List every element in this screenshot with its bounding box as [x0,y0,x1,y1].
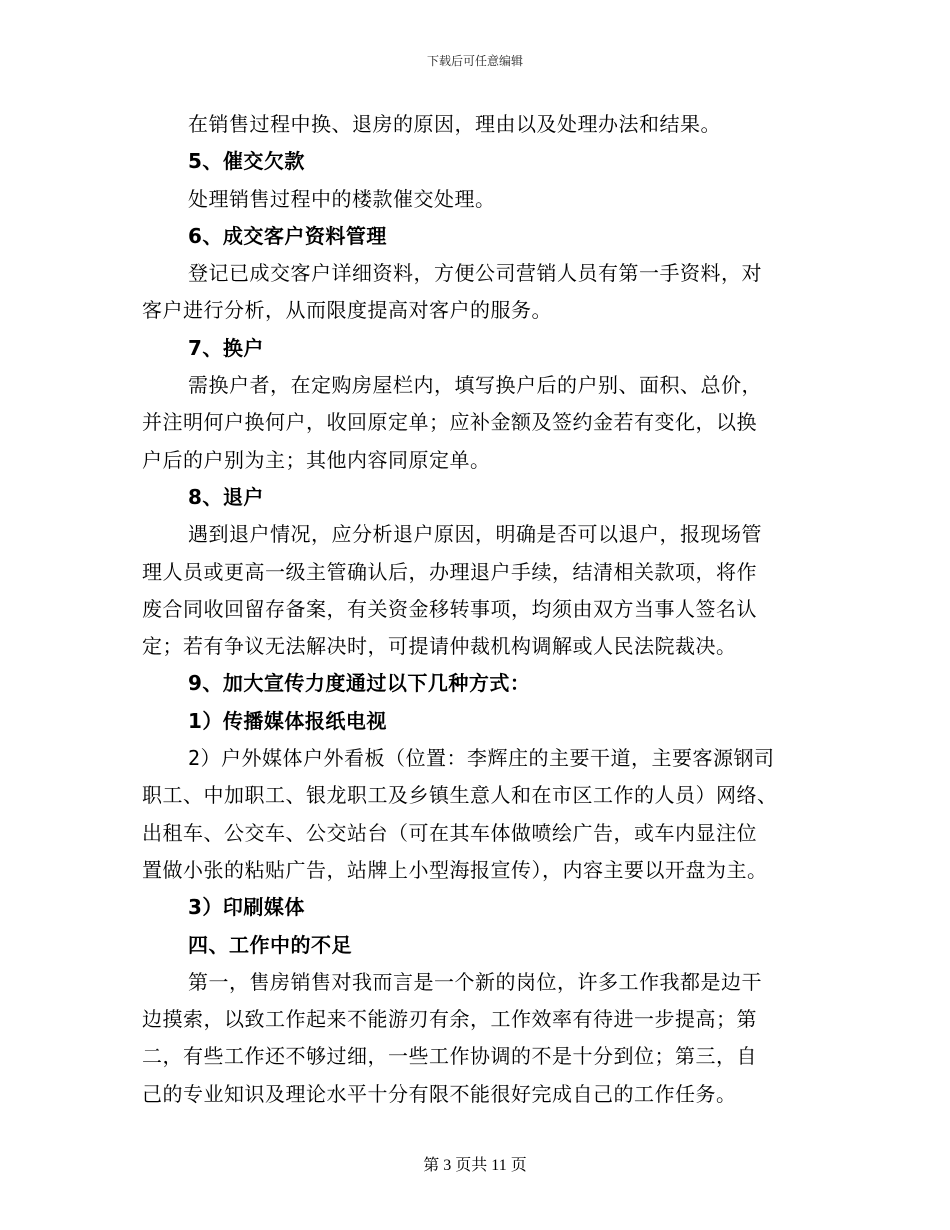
paragraph-line: 理人员或更高一级主管确认后，办理退户手续，结清相关款项，将作 [142,559,757,584]
paragraph-line: 第一，售房销售对我而言是一个新的岗位，许多工作我都是边干 [188,969,762,994]
section-heading: 8、退户 [188,484,264,509]
section-heading: 四、工作中的不足 [188,932,352,957]
document-body [142,106,810,1113]
subsection-heading: 1）传播媒体报纸电视 [188,708,387,733]
paragraph-line: 边摸索，以致工作起来不能游刃有余，工作效率有待进一步提高；第 [142,1007,757,1032]
paragraph-line: 置做小张的粘贴广告，站牌上小型海报宣传），内容主要以开盘为主。 [142,857,768,882]
paragraph-line: 需换户者，在定购房屋栏内，填写换户后的户别、面积、总价， [188,373,762,398]
paragraph-line: 二，有些工作还不够过细，一些工作协调的不是十分到位；第三，自 [142,1044,757,1069]
paragraph-line: 职工、中加职工、银龙职工及乡镇生意人和在市区工作的人员）网络、 [142,783,778,808]
paragraph-line: 定；若有争议无法解决时，可提请仲裁机构调解或人民法院裁决。 [142,634,737,659]
page-footer: 第 3 页共 11 页 [423,1157,527,1174]
paragraph-line: 客户进行分析，从而限度提高对客户的服务。 [142,298,552,323]
paragraph-line: 己的专业知识及理论水平十分有限不能很好完成自己的工作任务。 [142,1081,737,1106]
paragraph-line: 处理销售过程中的楼款催交处理。 [188,186,496,211]
paragraph-line: 废合同收回留存备案，有关资金移转事项，均须由双方当事人签名认 [142,596,757,621]
paragraph-line: 遇到退户情况，应分析退户原因，明确是否可以退户，报现场管 [188,522,762,547]
paragraph-line: 户后的户别为主；其他内容同原定单。 [142,447,491,472]
paragraph-line: 并注明何户换何户，收回原定单；应补金额及签约金若有变化，以换 [142,410,757,435]
paragraph-line: 2）户外媒体户外看板（位置：李辉庄的主要干道，主要客源钢司 [188,746,775,771]
section-heading: 6、成交客户资料管理 [188,223,387,248]
section-heading: 5、催交欠款 [188,149,305,174]
paragraph-line: 登记已成交客户详细资料，方便公司营销人员有第一手资料，对 [188,261,762,286]
section-heading: 7、换户 [188,335,264,360]
subsection-heading: 3）印刷媒体 [188,895,305,920]
paragraph-line: 在销售过程中换、退房的原因，理由以及处理办法和结果。 [188,112,721,136]
section-heading: 9、加大宣传力度通过以下几种方式： [188,671,531,696]
page-header: 下载后可任意编辑 [426,54,523,68]
paragraph-line: 出租车、公交车、公交站台（可在其车体做喷绘广告，或车内显注位 [142,820,757,845]
